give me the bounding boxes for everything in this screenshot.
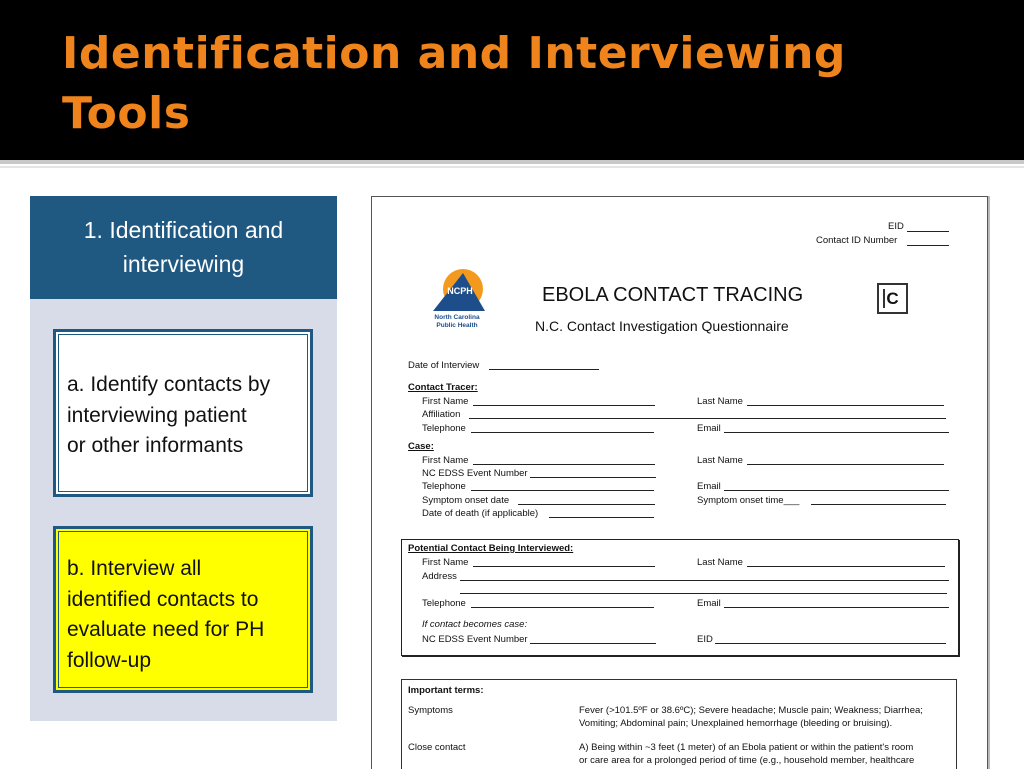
tracer-telephone-line (471, 432, 654, 433)
date-of-death-label: Date of death (if applicable) (422, 508, 539, 519)
step-b-line: follow-up (67, 648, 152, 672)
contact-first-name-label: First Name (422, 557, 469, 568)
tracer-email-label: Email (697, 423, 721, 434)
logo-caption-2: Public Health (436, 322, 478, 329)
case-edss-line (530, 477, 656, 478)
tracer-first-name-line (473, 405, 655, 406)
title-bar (0, 0, 1024, 160)
contact-eid-label: EID (697, 634, 713, 645)
slide-title (62, 24, 962, 144)
case-telephone-line (471, 490, 654, 491)
symptom-onset-time-label: Symptom onset time___ (697, 495, 800, 506)
symptoms-label: Symptoms (408, 705, 453, 716)
form-image (371, 196, 988, 769)
contact-telephone-line (471, 607, 654, 608)
step-a-line: or other informants (67, 434, 244, 457)
step-a-line: a. Identify contacts by (67, 373, 271, 396)
step-b-box (53, 526, 313, 693)
case-heading: Case: (408, 441, 434, 452)
form-badge: C (877, 283, 908, 314)
date-of-interview-line (489, 369, 599, 370)
contact-address-label: Address (422, 571, 457, 582)
slide-title-line-1: Identification and Interviewing (62, 28, 846, 79)
form-subtitle: N.C. Contact Investigation Questionnaire (535, 318, 789, 334)
case-last-name-label: Last Name (697, 455, 743, 466)
tracer-email-line (724, 432, 949, 433)
title-divider-thin (0, 166, 1024, 168)
tracer-affiliation-line (469, 418, 946, 419)
symptom-onset-date-label: Symptom onset date (422, 495, 510, 506)
close-contact-text-1: A) Being within ~3 feet (1 meter) of an Ebola patient or within the patient's room (579, 742, 914, 753)
eid-label: EID (888, 221, 904, 232)
ncph-logo (427, 267, 489, 331)
case-edss-label: NC EDSS Event Number (422, 468, 528, 479)
case-email-line (724, 490, 949, 491)
contact-address-line-2 (460, 593, 947, 594)
contact-edss-line (530, 643, 656, 644)
left-panel (30, 196, 337, 721)
if-contact-becomes-case: If contact becomes case: (422, 619, 528, 630)
panel-header-line-2: interviewing (122, 251, 245, 277)
symptom-onset-time-line (811, 504, 946, 505)
contact-id-label: Contact ID Number (816, 235, 898, 246)
logo-text: NCPH (447, 286, 473, 296)
title-divider (0, 160, 1024, 164)
case-telephone-label: Telephone (422, 481, 466, 492)
form-title: EBOLA CONTACT TRACING (542, 284, 804, 306)
contact-id-line (907, 245, 949, 246)
date-of-interview-label: Date of Interview (408, 360, 480, 371)
eid-line (907, 231, 949, 232)
panel-header-line-1: 1. Identification and (83, 217, 284, 243)
symptoms-text-1: Fever (>101.5ºF or 38.6ºC); Severe headache; Muscle pain; Weakness; Diarrhea; (579, 705, 923, 716)
contact-last-name-label: Last Name (697, 557, 743, 568)
tracer-first-name-label: First Name (422, 396, 469, 407)
step-b-line: identified contacts to (67, 587, 259, 611)
important-terms-heading: Important terms: (408, 685, 484, 696)
step-a-line: interviewing patient (67, 403, 247, 427)
close-contact-label: Close contact (408, 742, 466, 753)
step-a-box (53, 329, 313, 497)
contact-email-line (724, 607, 949, 608)
step-a-text (58, 334, 308, 492)
contact-telephone-label: Telephone (422, 598, 466, 609)
case-first-name-line (473, 464, 655, 465)
symptoms-text-2: Vomiting; Abdominal pain; Unexplained hemorrhage (bleeding or bruising). (579, 718, 893, 729)
important-terms-section (401, 679, 957, 769)
case-first-name-label: First Name (422, 455, 469, 466)
logo-caption-1: North Carolina (434, 314, 480, 321)
panel-header (30, 196, 337, 299)
step-b-line: b. Interview all (67, 557, 202, 580)
contact-last-name-line (747, 566, 945, 567)
tracer-last-name-label: Last Name (697, 396, 743, 407)
case-last-name-line (747, 464, 944, 465)
contact-tracer-heading: Contact Tracer: (408, 382, 478, 393)
case-email-label: Email (697, 481, 721, 492)
tracer-telephone-label: Telephone (422, 423, 466, 434)
contact-email-label: Email (697, 598, 721, 609)
step-b-text (58, 531, 308, 688)
contact-edss-label: NC EDSS Event Number (422, 634, 528, 645)
contact-eid-line (715, 643, 946, 644)
potential-contact-heading: Potential Contact Being Interviewed: (408, 543, 574, 554)
tracer-affiliation-label: Affiliation (422, 409, 461, 420)
tracer-last-name-line (747, 405, 944, 406)
step-b-line: evaluate need for PH (67, 618, 265, 641)
contact-address-line-1 (460, 580, 949, 581)
close-contact-text-2: or care area for a prolonged period of time (e.g., household member, healthcare (579, 755, 915, 766)
potential-contact-section (401, 539, 959, 656)
date-of-death-line (549, 517, 654, 518)
contact-first-name-line (473, 566, 655, 567)
slide-title-line-2: Tools (62, 88, 191, 139)
symptom-onset-date-line (518, 504, 655, 505)
